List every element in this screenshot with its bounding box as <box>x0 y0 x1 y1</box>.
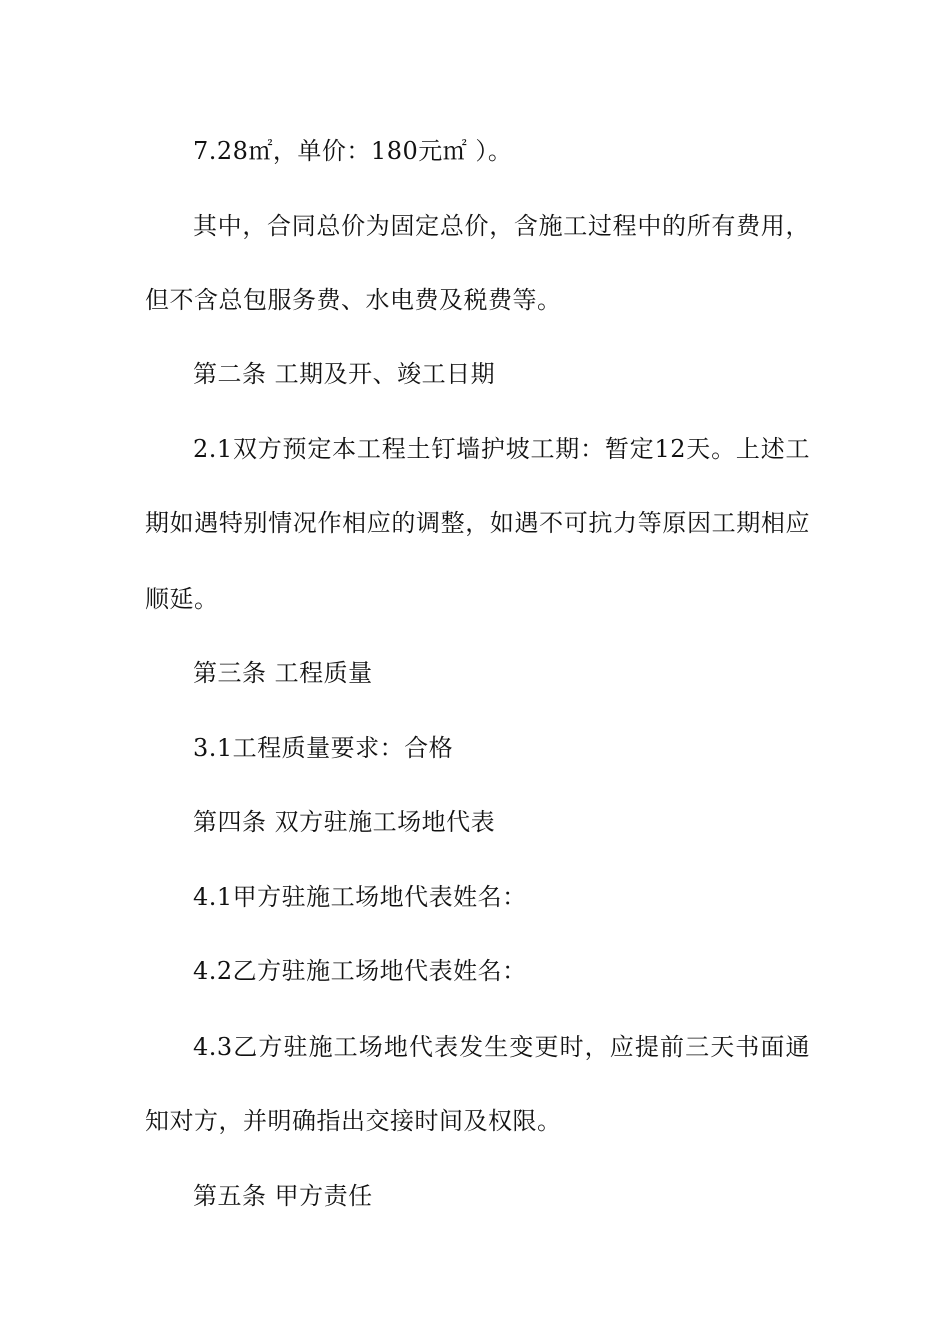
clause-2-1-line-1: 2.1双方预定本工程土钉墙护坡工期：暂定12天。上述工 <box>193 435 810 463</box>
article-5-heading: 第五条 甲方责任 <box>193 1182 373 1210</box>
clause-2-1-line-2: 期如遇特别情况作相应的调整，如遇不可抗力等原因工期相应 <box>145 509 810 537</box>
price-continuation-line: 7.28㎡，单价：180元㎡ ）。 <box>193 137 513 165</box>
clause-4-3-line-1: 4.3乙方驻施工场地代表发生变更时，应提前三天书面通 <box>193 1033 810 1061</box>
total-price-paragraph-line-1: 其中，合同总价为固定总价，含施工过程中的所有费用， <box>193 212 810 240</box>
total-price-paragraph-line-2: 但不含总包服务费、水电费及税费等。 <box>145 286 562 314</box>
article-4-heading: 第四条 双方驻施工场地代表 <box>193 808 496 836</box>
clause-3-1: 3.1工程质量要求：合格 <box>193 734 454 762</box>
clause-2-1-line-3: 顺延。 <box>145 585 219 613</box>
article-2-heading: 第二条 工期及开、竣工日期 <box>193 360 496 388</box>
clause-4-1: 4.1甲方驻施工场地代表姓名： <box>193 883 527 911</box>
clause-4-2: 4.2乙方驻施工场地代表姓名： <box>193 957 527 985</box>
article-3-heading: 第三条 工程质量 <box>193 659 373 687</box>
clause-4-3-line-2: 知对方，并明确指出交接时间及权限。 <box>145 1107 562 1135</box>
